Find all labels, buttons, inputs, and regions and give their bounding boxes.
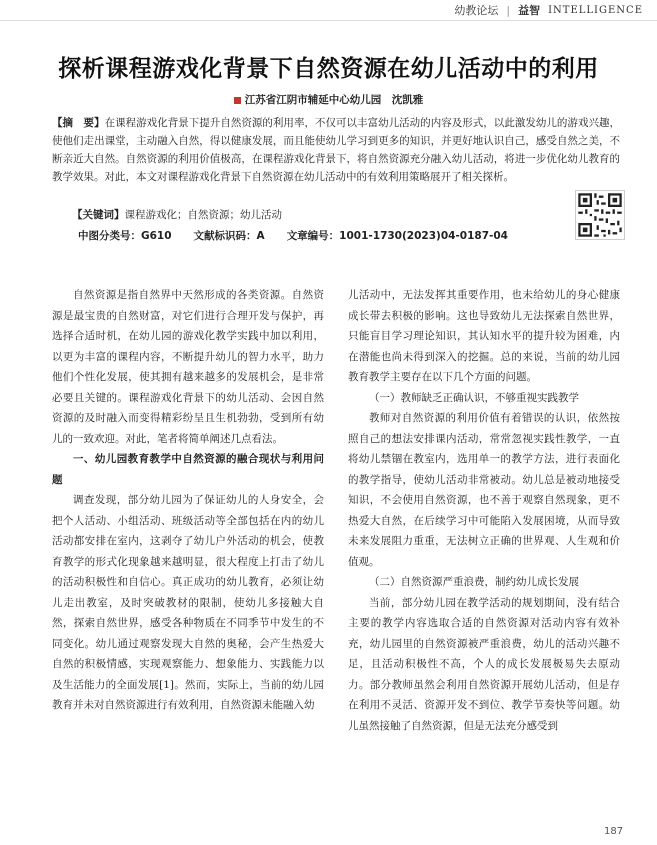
article-number: 文章编号：1001-1730(2023)04-0187-04 [286, 230, 508, 242]
qr-code-icon [575, 190, 625, 240]
classification-info [78, 228, 558, 243]
section-heading: 一、幼儿园教育教学中自然资源的融合现状与利用问题 [52, 453, 324, 486]
header-divider: | [506, 3, 511, 17]
author-bullet-icon [234, 97, 241, 104]
document-code: 文献标识码：A [193, 230, 265, 242]
keywords-text: 课程游戏化；自然资源；幼儿活动 [124, 209, 282, 221]
paragraph: 自然资源是指自然界中天然形成的各类资源。自然资源是最宝贵的自然财富，对它们进行合理开发与保护，再选择合适时机，在幼儿园的游戏化教学实践中加以利用，以更为丰富的课程内容，不断提升幼儿的智力水平，助力他们个性化发展，使其拥有越来越多的发展机会，是非常必要且关键的。课程游戏化背景下的幼儿活动、会因自然资源的及时融入而变得精彩纷呈且生机勃勃，受到所有幼儿的一致欢迎。对此，笔者将简单阐述几点看法。 [52, 289, 324, 445]
page-number: 187 [604, 826, 624, 837]
abstract-text: 在课程游戏化背景下提升自然资源的利用率，不仅可以丰富幼儿活动的内容及形式，以此激发幼儿的游戏兴趣，使他们走出课堂，主动融入自然，得以健康发展，而且能使幼儿学习到更多的知识，并更好地认识自己，感受自然之美，不断亲近大自然。自然资源的利用价值极高，在课程游戏化背景下，将自然资源充分融入幼儿活动，将进一步优化幼儿教育的教学效果。对此，本文对课程游戏化背景下自然资源在幼儿活动中的有效利用策略展开了相关探析。 [52, 117, 621, 183]
subsection-heading: （二）自然资源严重浪费，制约幼儿成长发展 [369, 576, 579, 588]
paragraph: 教师对自然资源的利用价值有着错误的认识，依然按照自己的想法安排课内活动，常常忽视实践性教学，一直将幼儿禁锢在教室内，选用单一的教学方法，进行表面化的教学指导，使幼儿活动非常被动。幼儿总是被动地接受知识，不会使用自然资源，也不善于观察自然现象，更不热爱大自然，在后续学习中可能陷入发展困境，从而导致未来发展阻力重重，无法树立正确的世界观、人生观和价值观。 [348, 412, 620, 568]
body-columns [52, 285, 620, 736]
section-label: 幼教论坛 [454, 4, 499, 17]
paragraph: 调查发现，部分幼儿园为了保证幼儿的人身安全，会把个人活动、小组活动、班级活动等全部包括在内的幼儿活动都安排在室内，这剥夺了幼儿户外活动的机会，使教育教学的形式化现象越来越明显，很大程度上打击了幼儿的活动积极性和自信心。真正成功的幼儿教育，必须让幼儿走出教室，及时突破教材的限制，使幼儿多接触大自然，探索自然世界，感受各种物质在不同季节中发生的不同变化。幼儿通过观察发现大自然的奥秘，会产生热爱大自然的积极情感，实现观察能力、想象能力、实践能力以及生活能力的全面发展[1]。然而，实际上，当前的幼儿园教育并未对自然资源进行有效利用，自然资源未能融入幼 [52, 494, 324, 711]
abstract [52, 114, 620, 186]
brand-en-label: INTELLIGENCE [548, 4, 643, 16]
article-title: 探析课程游戏化背景下自然资源在幼儿活动中的利用 [58, 56, 599, 82]
subsection-heading: （一）教师缺乏正确认识，不够重视实践教学 [369, 391, 579, 404]
right-column [348, 285, 620, 736]
brand-label: 益智 [518, 4, 541, 17]
author-line [0, 92, 657, 107]
author-text: 江苏省江阴市辅延中心幼儿园 沈凯雅 [244, 94, 424, 106]
clc-number: 中图分类号：G610 [78, 230, 172, 242]
left-column [52, 285, 324, 736]
paragraph: 当前，部分幼儿园在教学活动的规划期间，没有结合主要的教学内容选取合适的自然资源对活动内容有效补充，幼儿园里的自然资源被严重浪费，幼儿的活动兴趣不足，且活动积极性不高，个人的成长发展极易失去原动力。部分教师虽然会利用自然资源开展幼儿活动，但是存在利用不灵活、资源开发不到位、教学节奏快等问题。幼儿虽然接触了自然资源，但是无法充分感受到 [348, 596, 620, 732]
abstract-label: 【摘 要】 [52, 117, 105, 129]
paragraph: 儿活动中，无法发挥其重要作用，也未给幼儿的身心健康成长带去积极的影响。这也导致幼儿无法探索自然世界，只能盲目学习理论知识，其认知水平的提升较为困难，内在潜能也尚未得到深入的挖掘。总的来说，当前的幼儿园教育教学主要存在以下几个方面的问题。 [348, 289, 620, 383]
keywords-label: 【关键词】 [72, 209, 125, 221]
running-header [397, 0, 657, 20]
header-rule [0, 20, 657, 21]
keywords [72, 206, 562, 224]
